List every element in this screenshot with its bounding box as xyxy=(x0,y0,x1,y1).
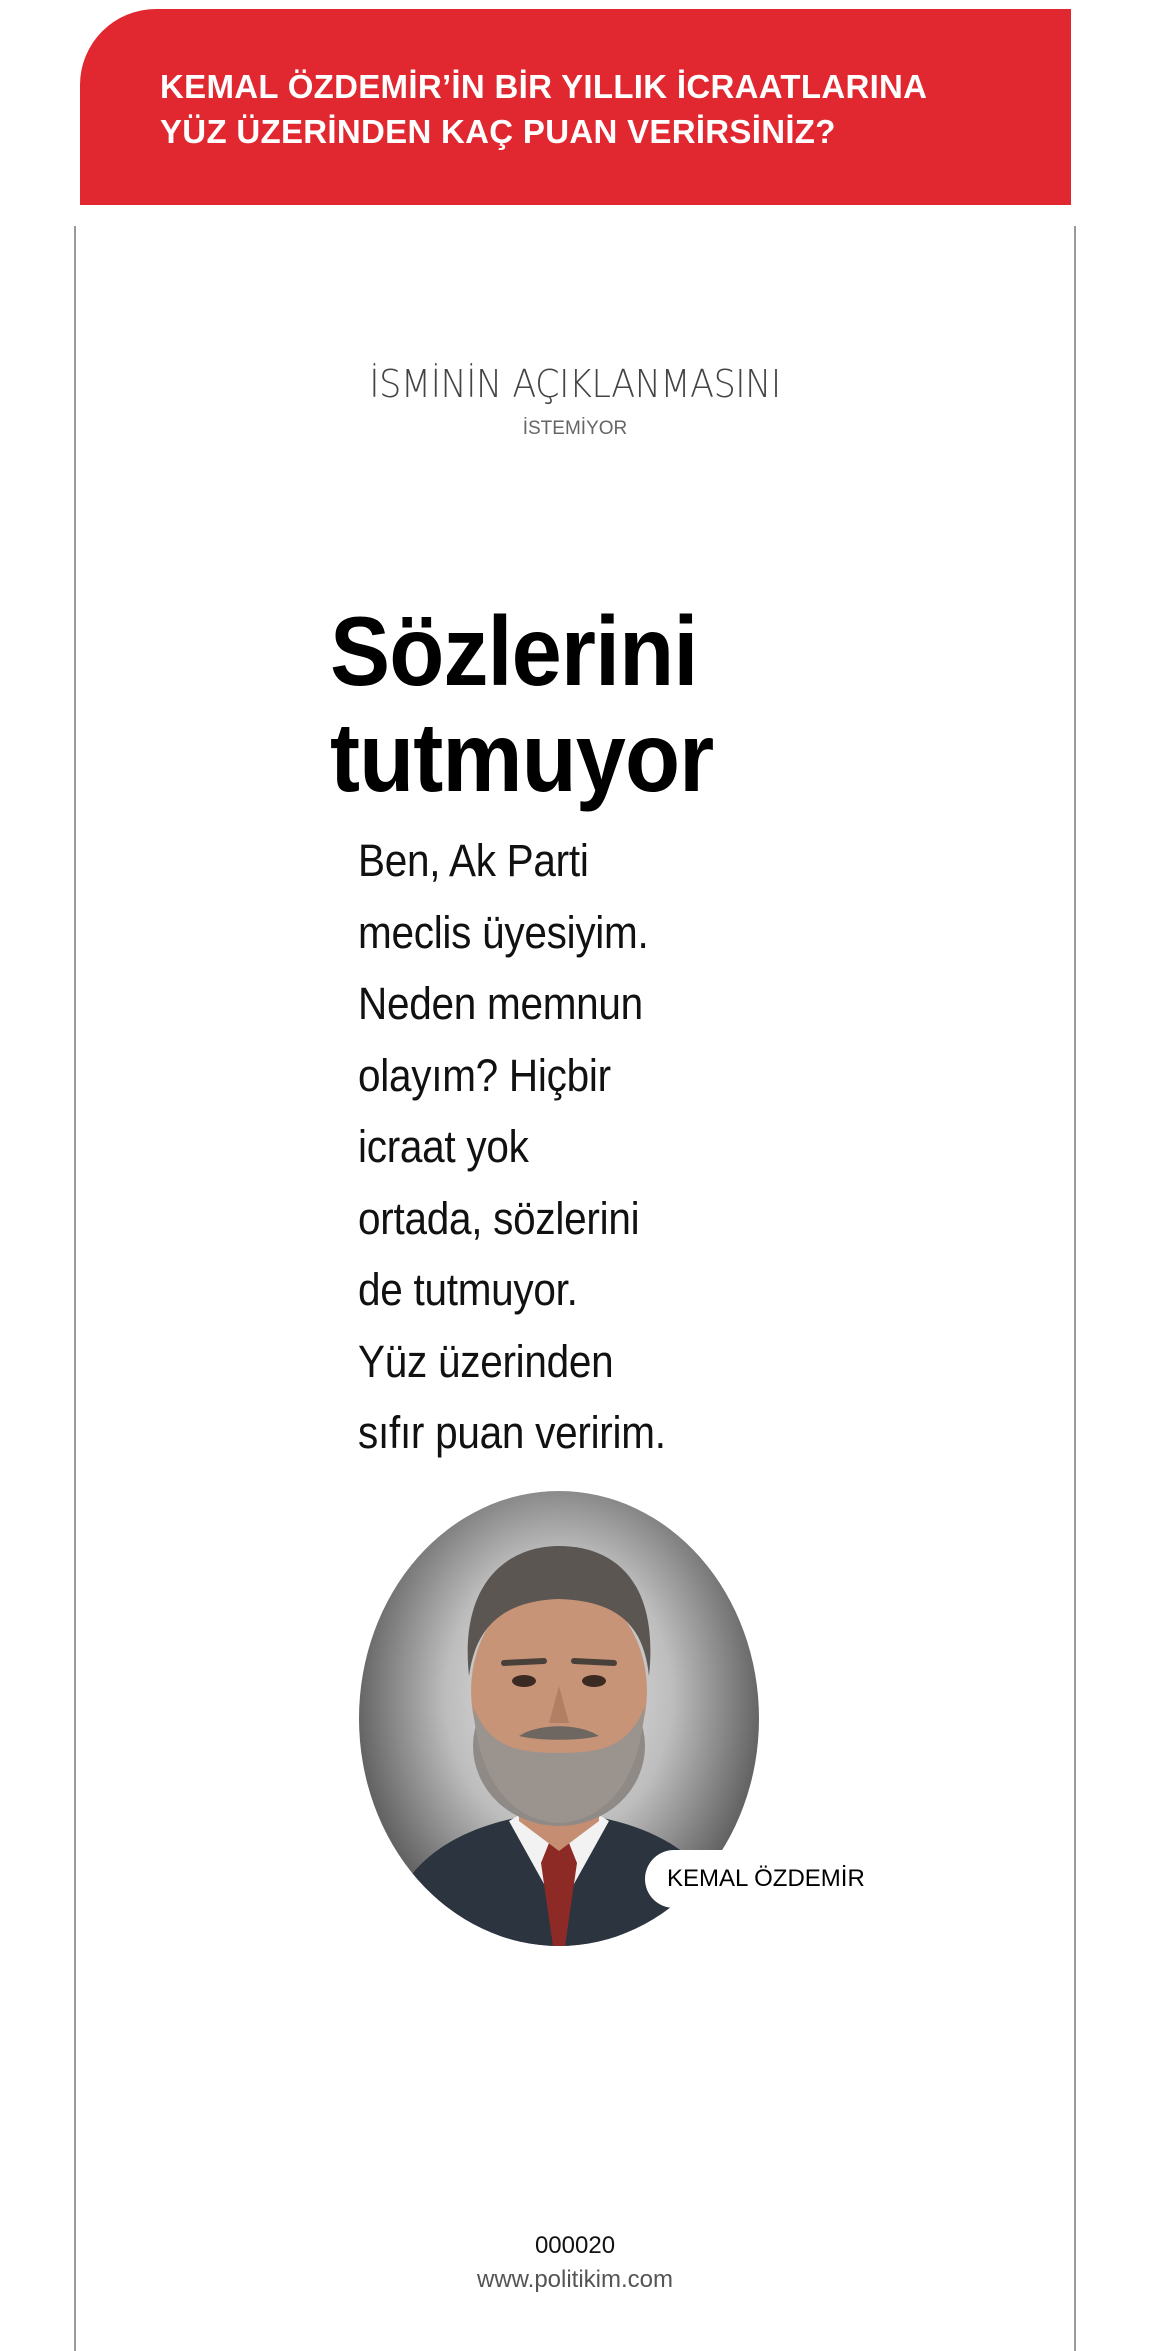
quote-line: Ben, Ak Parti xyxy=(358,835,589,886)
website-link[interactable]: www.politikim.com xyxy=(476,2266,674,2293)
quote-line: icraat yok xyxy=(358,1121,529,1172)
quote-line: meclis üyesiyim. xyxy=(358,906,649,958)
headline xyxy=(330,598,845,810)
frame-right-border xyxy=(1074,226,1076,2351)
headline-line-2: tutmuyor xyxy=(330,702,714,812)
banner-title-line-2: YÜZ ÜZERİNDEN KAÇ PUAN VERİRSİNİZ? xyxy=(160,113,836,150)
quote-text xyxy=(358,825,682,1469)
respondent-label: İSMİNİN AÇIKLANMASINI xyxy=(369,362,781,406)
subject-name-tag: KEMAL ÖZDEMİR xyxy=(645,1850,875,1908)
banner-title xyxy=(160,64,1071,154)
respondent-label-sub: İSTEMİYOR xyxy=(522,418,628,439)
banner-title-line-1: KEMAL ÖZDEMİR’İN BİR YILLIK İCRAATLARINA xyxy=(160,68,928,105)
quote-line: olayım? Hiçbir xyxy=(358,1049,611,1101)
headline-line-1: Sözlerini xyxy=(330,596,698,706)
quote-line: ortada, sözlerini xyxy=(358,1192,640,1244)
frame-left-border xyxy=(74,226,76,2351)
quote-line: de tutmuyor. xyxy=(358,1264,578,1315)
page-number: 000020 xyxy=(534,2232,616,2259)
quote-line: Yüz üzerinden xyxy=(358,1335,614,1387)
quote-line: Neden memnun xyxy=(358,978,643,1029)
header-banner xyxy=(80,9,1071,205)
quote-line: sıfır puan veririm. xyxy=(358,1407,666,1458)
